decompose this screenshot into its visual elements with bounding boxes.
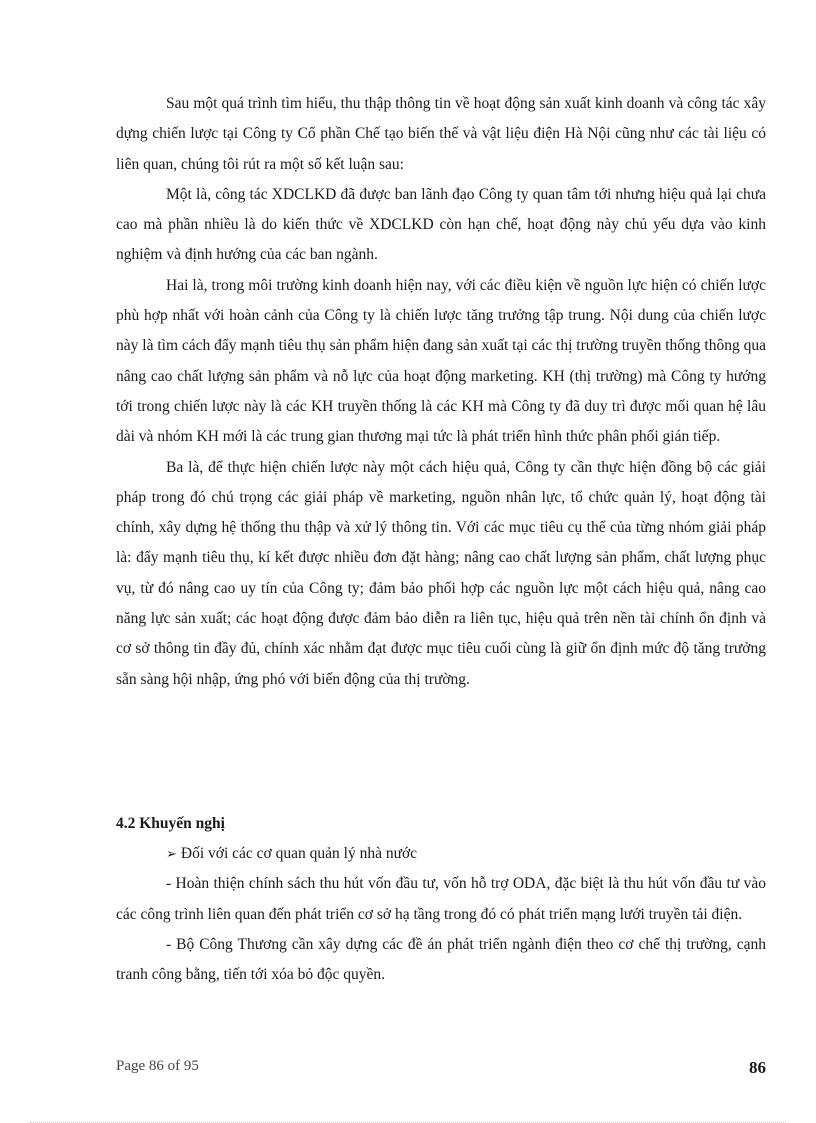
recommendation-item: - Hoàn thiện chính sách thu hút vốn đầu tư, vốn hỗ trợ ODA, đặc biệt là thu hút vốn đầu tư vào các công trình liên quan đến phát triển cơ sở hạ tầng trong đó có phát triển mạng lưới truyền tải điện. xyxy=(116,875,766,923)
page-number: 86 xyxy=(749,1058,766,1077)
section-heading: 4.2 Khuyến nghị xyxy=(116,815,225,832)
page-footer-label: Page 86 of 95 xyxy=(116,1058,199,1074)
paragraph-three: Ba là, để thực hiện chiến lược này một cách hiệu quả, Công ty cần thực hiện đồng bộ các giải pháp trong đó chú trọng các giải pháp về marketing, nguồn nhân lực, tổ chức quản lý, hoạt động tài chính, xây dựng hệ thống thu thập và xử lý thông tin. Với các mục tiêu cụ thể của từng nhóm giải pháp là: đẩy mạnh tiêu thụ, kí kết được nhiều đơn đặt hàng; nâng cao chất lượng sản phẩm, chất lượng phục vụ, từ đó nâng cao uy tín của Công ty; đảm bảo phối hợp các nguồn lực một cách hiệu quả, nâng cao năng lực sản xuất; các hoạt động được đảm bảo diễn ra liên tục, hiệu quả trên nền tài chính ổn định và cơ sở thông tin đầy đủ, chính xác nhằm đạt được mục tiêu cuối cùng là giữ ổn định mức độ tăng trưởng sẵn sàng hội nhập, ứng phó với biến động của thị trường. xyxy=(116,458,766,688)
recommendations-block xyxy=(116,839,766,990)
conclusion-body xyxy=(116,89,766,695)
bullet-item xyxy=(116,839,766,869)
paragraph-intro: Sau một quá trình tìm hiểu, thu thập thông tin về hoạt động sản xuất kinh doanh và công tác xây dựng chiến lược tại Công ty Cổ phần Chế tạo biến thế và vật liệu điện Hà Nội cũng như các tài liệu có liên quan, chúng tôi rút ra một số kết luận sau: xyxy=(116,95,766,173)
arrow-bullet-icon: ➢ xyxy=(166,846,177,861)
bullet-text: Đối với các cơ quan quản lý nhà nước xyxy=(180,845,418,862)
recommendation-item: - Bộ Công Thương cần xây dựng các đề án phát triển ngành điện theo cơ chế thị trường, cạnh tranh công bằng, tiến tới xóa bỏ độc quyền. xyxy=(116,935,766,984)
paragraph-two: Hai là, trong môi trường kinh doanh hiện nay, với các điều kiện về nguồn lực hiện có chiến lược phù hợp nhất với hoàn cảnh của Công ty là chiến lược tăng trưởng tập trung. Nội dung của chiến lược này là tìm cách đẩy mạnh tiêu thụ sản phẩm hiện đang sản xuất tại các thị trường truyền thống thông qua nâng cao chất lượng sản phẩm và nỗ lực của hoạt động marketing. KH (thị trường) mà Công ty hướng tới trong chiến lược này là các KH truyền thống là các KH mà Công ty đã duy trì được mối quan hệ lâu dài và nhóm KH mới là các trung gian thương mại tức là phát triển hình thức phân phối gián tiếp. xyxy=(116,276,766,446)
paragraph-one: Một là, công tác XDCLKD đã được ban lãnh đạo Công ty quan tâm tới nhưng hiệu quả lại chưa cao mà phần nhiều là do kiến thức về XDCLKD còn hạn chế, hoạt động này chủ yếu dựa vào kinh nghiệm và định hướng của các ban ngành. xyxy=(116,185,766,264)
